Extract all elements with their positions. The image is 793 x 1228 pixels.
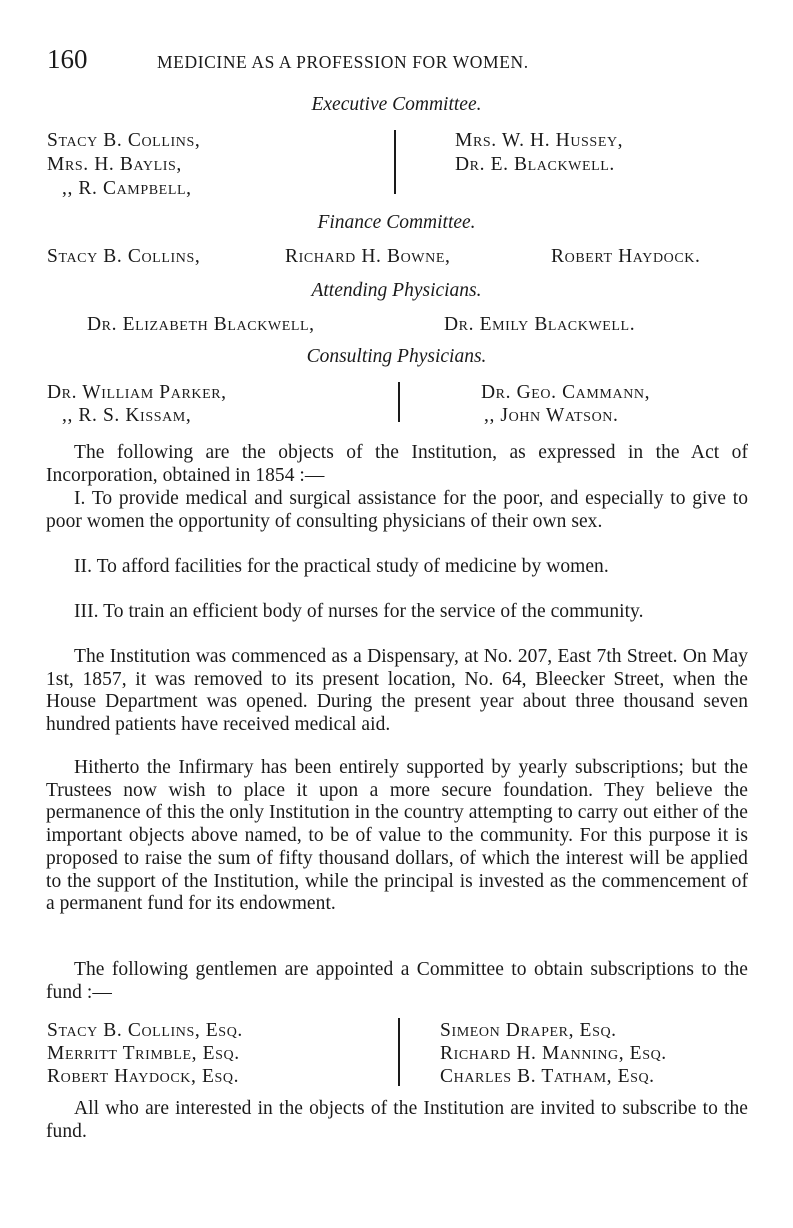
consulting-physicians-heading: Consulting Physicians. — [306, 346, 487, 367]
object-two: II. To afford facilities for the practical study of medicine by women. — [74, 556, 609, 577]
executive-member: Mrs. W. H. Hussey, — [455, 130, 624, 151]
object-one: I. To provide medical and surgical assistance for the poor, and especially to give to poor women the opportunity of consulting physicians of their own sex. — [46, 488, 748, 532]
object-three: III. To train an efficient body of nurses for the service of the community. — [74, 601, 644, 622]
attending-physician: Dr. Elizabeth Blackwell, — [87, 314, 315, 335]
attending-physician: Dr. Emily Blackwell. — [444, 314, 636, 335]
executive-member: Stacy B. Collins, — [47, 130, 201, 151]
page-header — [47, 44, 753, 78]
fund-committee-member: Stacy B. Collins, Esq. — [47, 1020, 243, 1041]
body-paragraph: Hitherto the Infirmary has been entirely supported by yearly subscriptions; but the Trustees now wish to place it upon a more secure foundation. They believe the permanence of this the only Institution in the country attempting to carry out either of the important objects above named, to be of value to the community. For this purpose it is proposed to raise the sum of fifty thousand dollars, of which the interest will be applied to the support of the Institution, while the principal is invested as the commencement of a permanent fund for its endowment. — [46, 757, 748, 915]
finance-member: Richard H. Bowne, — [285, 246, 451, 267]
finance-member: Stacy B. Collins, — [47, 246, 201, 267]
executive-committee-heading: Executive Committee. — [311, 94, 482, 115]
running-title: MEDICINE AS A PROFESSION FOR WOMEN. — [157, 52, 529, 72]
fund-committee-member: Charles B. Tatham, Esq. — [440, 1066, 655, 1087]
executive-member: Mrs. H. Baylis, — [47, 154, 182, 175]
finance-member: Robert Haydock. — [551, 246, 701, 267]
column-divider — [398, 1018, 400, 1086]
consulting-physician: Dr. William Parker, — [47, 382, 227, 403]
body-paragraph: The following gentlemen are appointed a Committee to obtain subscriptions to the fund :— — [46, 959, 748, 1003]
attending-physicians-heading: Attending Physicians. — [311, 280, 482, 301]
consulting-physician: ,, John Watson. — [484, 405, 619, 426]
executive-member: ,, R. Campbell, — [62, 178, 192, 199]
executive-member: Dr. E. Blackwell. — [455, 154, 615, 175]
fund-committee-member: Richard H. Manning, Esq. — [440, 1043, 667, 1064]
column-divider — [394, 130, 396, 194]
page-number: 160 — [47, 44, 88, 74]
fund-committee-member: Merritt Trimble, Esq. — [47, 1043, 240, 1064]
finance-committee-heading: Finance Committee. — [317, 212, 476, 233]
consulting-physician: Dr. Geo. Cammann, — [481, 382, 651, 403]
closing-paragraph: All who are interested in the objects of the Institution are invited to subscribe to the fund. — [46, 1098, 748, 1142]
body-paragraph: The following are the objects of the Institution, as expressed in the Act of Incorporation, obtained in 1854 :— — [46, 442, 748, 486]
column-divider — [398, 382, 400, 422]
consulting-physician: ,, R. S. Kissam, — [62, 405, 192, 426]
fund-committee-member: Robert Haydock, Esq. — [47, 1066, 240, 1087]
body-paragraph: The Institution was commenced as a Dispensary, at No. 207, East 7th Street. On May 1st, 1857, it was removed to its present location, No. 64, Bleecker Street, when the House Department was opened. During the present year about three thousand seven hundred patients have received medical aid. — [46, 646, 748, 736]
fund-committee-member: Simeon Draper, Esq. — [440, 1020, 617, 1041]
